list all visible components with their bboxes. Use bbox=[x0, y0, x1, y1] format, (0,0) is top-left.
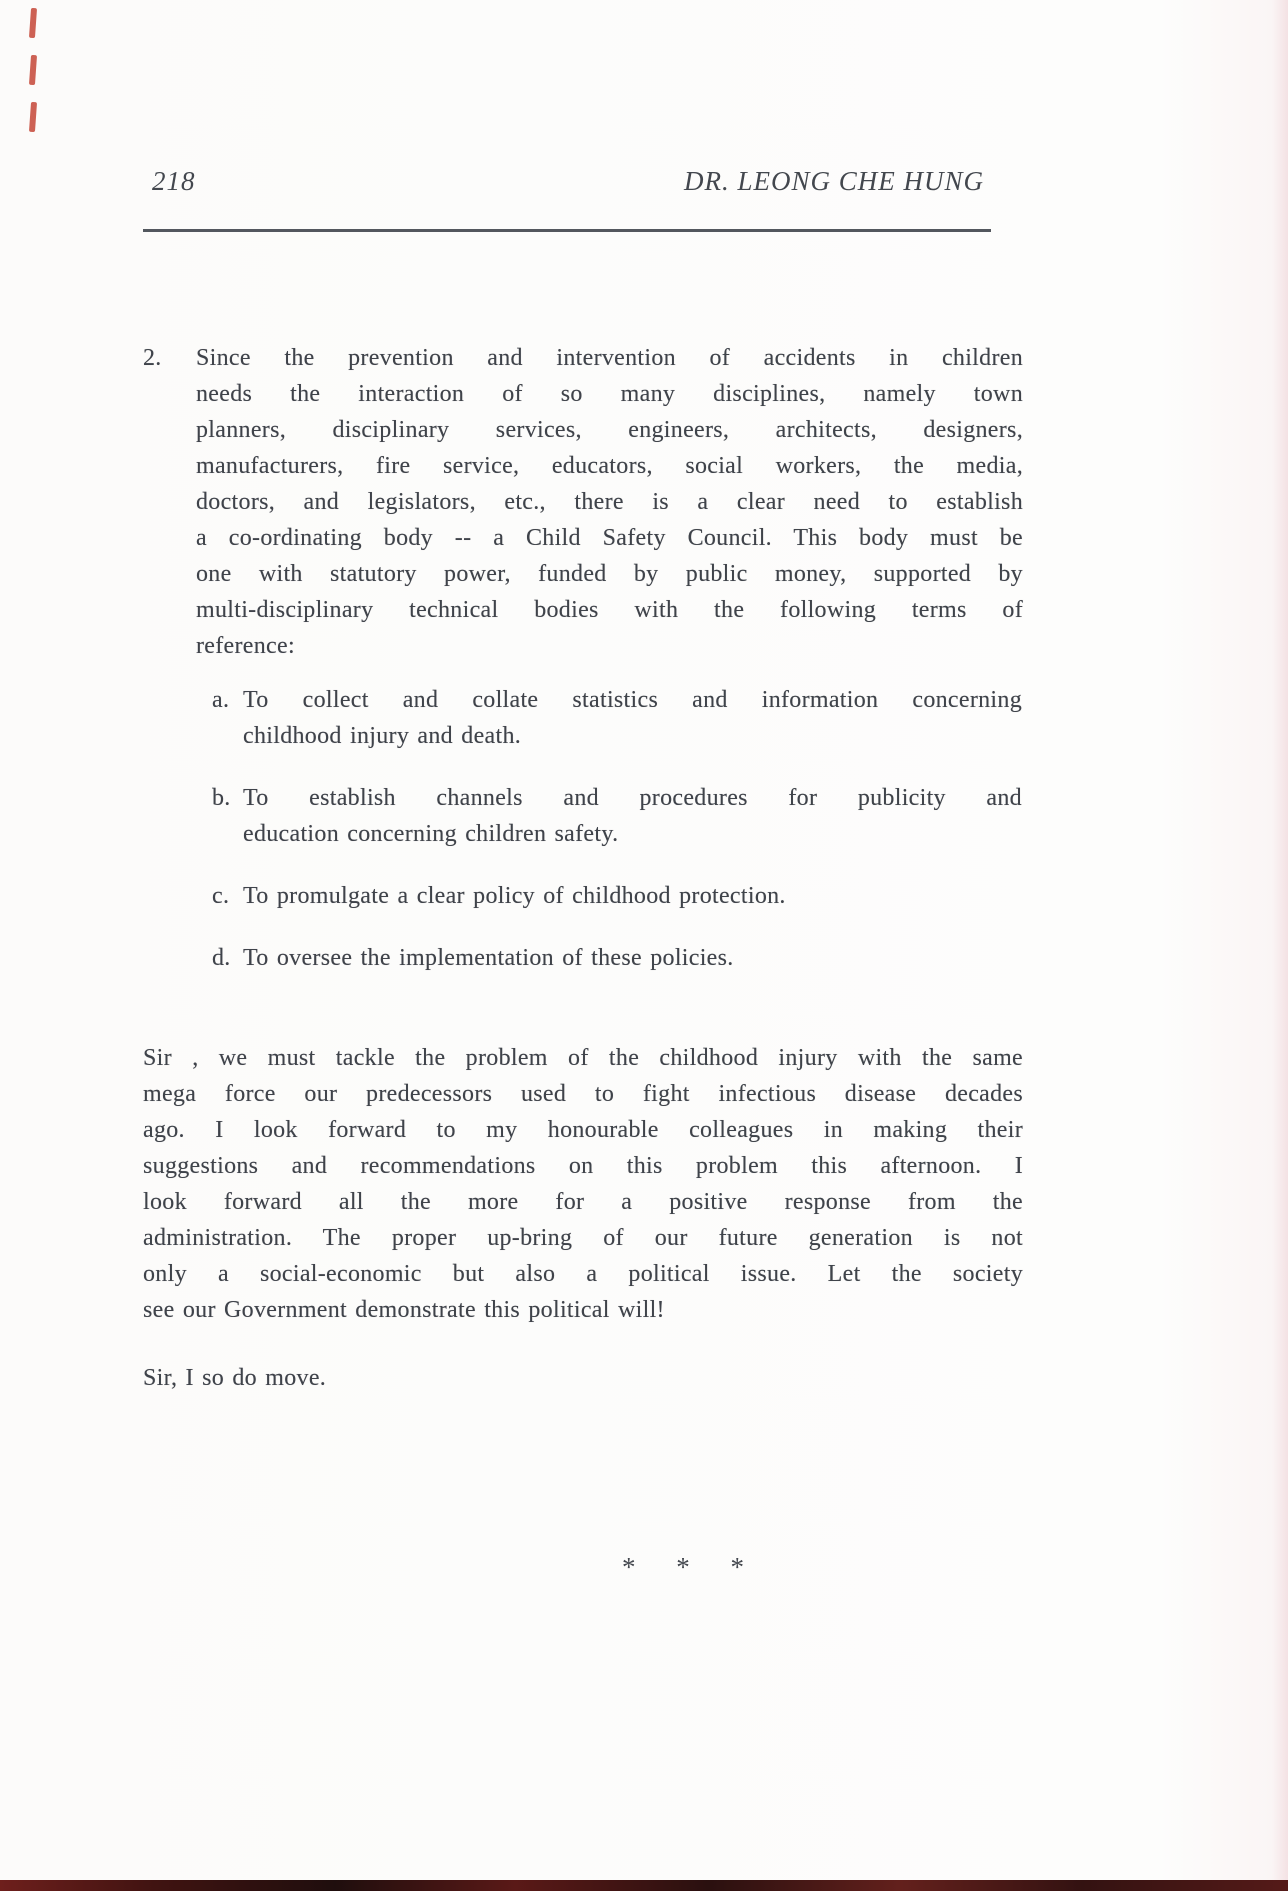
red-mark bbox=[29, 8, 37, 38]
list-item-label: c. bbox=[212, 883, 230, 909]
text-line: education concerning children safety. bbox=[243, 821, 619, 847]
list-item-d bbox=[212, 940, 1022, 976]
list-item-label: a. bbox=[212, 687, 230, 713]
paragraph-2 bbox=[143, 340, 1023, 664]
text-line: multi-disciplinary technical bodies with the following terms of bbox=[196, 597, 1023, 623]
header-rule bbox=[143, 229, 991, 232]
list-item-label: d. bbox=[212, 945, 231, 971]
list-item-b bbox=[212, 780, 1022, 852]
text-line: one with statutory power, funded by public money, supported by bbox=[196, 561, 1023, 587]
list-item-label: b. bbox=[212, 785, 231, 811]
list-item-text bbox=[243, 780, 1022, 852]
list-item-text bbox=[243, 878, 1022, 914]
text-line: administration. The proper up-bring of our future generation is not bbox=[143, 1225, 1023, 1251]
text-line: reference: bbox=[196, 633, 295, 659]
text-line: planners, disciplinary services, engineers, architects, designers, bbox=[196, 417, 1023, 443]
text-line: doctors, and legislators, etc., there is a clear need to establish bbox=[196, 489, 1023, 515]
text-line: mega force our predecessors used to fight infectious disease decades bbox=[143, 1081, 1023, 1107]
paragraph-number: 2. bbox=[143, 345, 162, 371]
closing-paragraph bbox=[143, 1040, 1023, 1328]
text-line: Since the prevention and intervention of accidents in children bbox=[196, 345, 1023, 371]
list-item-text bbox=[243, 682, 1022, 754]
list-item-c bbox=[212, 878, 1022, 914]
page-header bbox=[152, 166, 984, 197]
text-line: only a social-economic but also a political issue. Let the society bbox=[143, 1261, 1023, 1287]
list-item-a bbox=[212, 682, 1022, 754]
scan-edge-tint bbox=[1272, 0, 1288, 1891]
text-line: To oversee the implementation of these policies. bbox=[243, 945, 734, 971]
section-separator-stars: * * * bbox=[622, 1552, 744, 1582]
text-line: a co-ordinating body -- a Child Safety Council. This body must be bbox=[196, 525, 1023, 551]
running-head-title: DR. LEONG CHE HUNG bbox=[683, 166, 984, 196]
text-line: childhood injury and death. bbox=[243, 723, 522, 749]
red-mark bbox=[29, 55, 37, 85]
signoff-line: Sir, I so do move. bbox=[143, 1365, 327, 1391]
terms-of-reference-list bbox=[212, 682, 1022, 1002]
text-line: needs the interaction of so many disciplines, namely town bbox=[196, 381, 1023, 407]
red-mark bbox=[29, 102, 37, 132]
text-line: Sir , we must tackle the problem of the childhood injury with the same bbox=[143, 1045, 1023, 1071]
text-line: To establish channels and procedures for publicity and bbox=[243, 785, 1022, 811]
text-line: suggestions and recommendations on this problem this afternoon. I bbox=[143, 1153, 1023, 1179]
text-line: look forward all the more for a positive response from the bbox=[143, 1189, 1023, 1215]
scan-bottom-strip bbox=[0, 1880, 1288, 1891]
text-line: manufacturers, fire service, educators, social workers, the media, bbox=[196, 453, 1023, 479]
text-line: ago. I look forward to my honourable colleagues in making their bbox=[143, 1117, 1023, 1143]
text-line: To collect and collate statistics and information concerning bbox=[243, 687, 1022, 713]
text-line: see our Government demonstrate this political will! bbox=[143, 1297, 665, 1323]
scan-artifact-marks bbox=[30, 8, 36, 149]
page-number: 218 bbox=[152, 166, 196, 196]
list-item-text bbox=[243, 940, 1022, 976]
paragraph-2-text bbox=[196, 340, 1023, 664]
text-line: To promulgate a clear policy of childhood protection. bbox=[243, 883, 786, 909]
